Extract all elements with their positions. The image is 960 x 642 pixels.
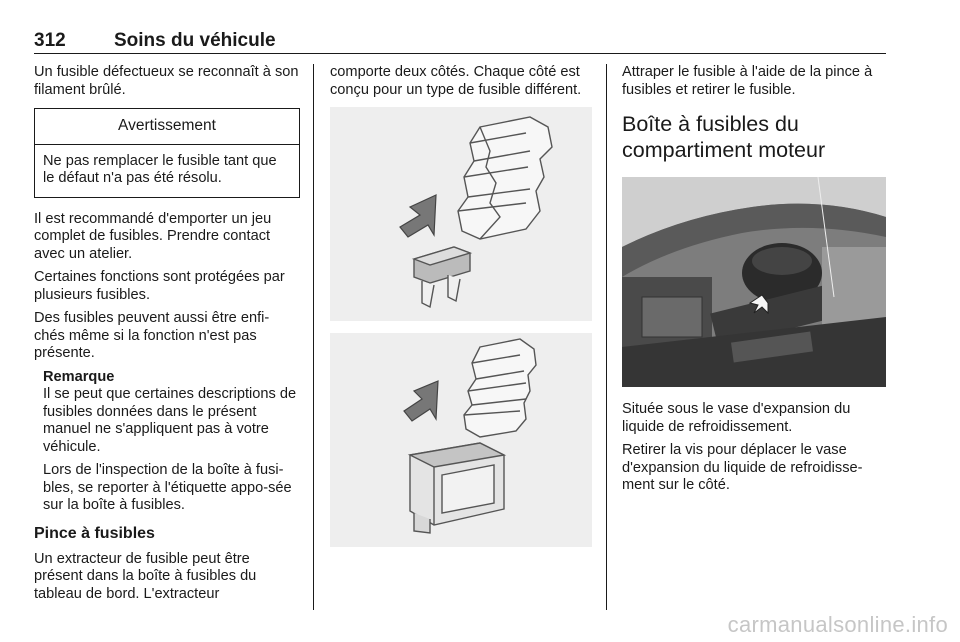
subheading-fuse-puller: Pince à fusibles <box>34 524 155 542</box>
fuse-puller-shape <box>458 117 552 239</box>
column-1 <box>34 64 300 609</box>
paragraph-location: Située sous le vase d'expansion du liquide de refroidissement. <box>622 401 851 435</box>
arrow-icon <box>400 195 436 237</box>
header-divider <box>34 53 886 54</box>
section-title: Soins du véhicule <box>114 30 276 51</box>
maxi-fuse-shape <box>410 443 504 533</box>
warning-box <box>34 108 300 198</box>
paragraph-multiple-fuses: Certaines fonctions sont protégées par plusieurs fusibles. <box>34 269 285 303</box>
column-3 <box>622 64 886 501</box>
photo-engine-compartment <box>622 177 886 387</box>
column-divider-2 <box>606 64 607 610</box>
column-divider-1 <box>313 64 314 610</box>
page-header <box>34 30 886 52</box>
paragraph-two-sides: comporte deux côtés. Chaque côté est conçu pour un type de fusible différent. <box>330 64 582 98</box>
illustration-maxi-fuse-puller <box>330 333 592 547</box>
watermark: carmanualsonline.info <box>727 612 948 637</box>
paragraph-remove-screw: Retirer la vis pour déplacer le vase d'expansion du liquide de refroidisse-ment sur le côté. <box>622 442 863 493</box>
note-title: Remarque <box>43 368 115 385</box>
paragraph-grab-fuse: Attraper le fusible à l'aide de la pince à fusibles et retirer le fusible. <box>622 64 873 98</box>
note-paragraph-1: Il se peut que certaines descriptions de fusibles données dans le présent manuel ne s'appliquent pas à votre véhicule. <box>43 386 297 455</box>
column-2 <box>330 64 592 547</box>
fuse-puller-shape <box>464 339 536 437</box>
warning-text: Ne pas remplacer le fusible tant que le défaut n'a pas été résolu. <box>43 152 277 186</box>
paragraph-fuse-extractor: Un extracteur de fusible peut être présent dans la boîte à fusibles du tableau de bord. L'extracteur <box>34 550 257 602</box>
note-block <box>34 369 300 515</box>
warning-title: Avertissement <box>35 109 299 145</box>
blade-fuse-shape <box>414 247 470 307</box>
paragraph-fuses-inserted: Des fusibles peuvent aussi être enfi-chés même si la fonction n'est pas présente. <box>34 310 270 361</box>
arrow-icon <box>404 381 438 421</box>
illustration-blade-fuse-puller <box>330 107 592 321</box>
page-number: 312 <box>34 30 66 51</box>
note-paragraph-2: Lors de l'inspection de la boîte à fusi-bles, se reporter à l'étiquette appo-sée sur la boîte à fusibles. <box>43 462 292 513</box>
paragraph-defective-fuse: Un fusible défectueux se reconnaît à son filament brûlé. <box>34 64 299 98</box>
paragraph-spare-fuses: Il est recommandé d'emporter un jeu complet de fusibles. Prendre contact avec un atelier. <box>34 210 272 262</box>
heading-engine-fuse-box: Boîte à fusibles du compartiment moteur <box>622 112 826 162</box>
